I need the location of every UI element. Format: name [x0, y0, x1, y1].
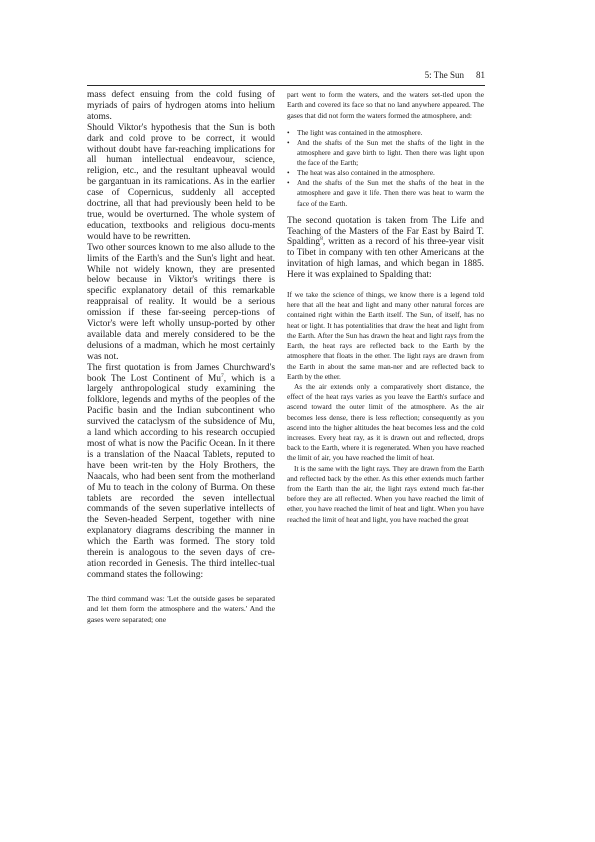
paragraph: Should Viktor's hypothesis that the Sun is both dark and cold prove to be correct, it would without doubt have far-reaching implications for all human intellectual endeavour, science, religion, etc., and the resultant upheaval would be gargantuan in its ramications. As in the earlier case of Copernicus, suddenly all accepted doctrine, all that had previously been held to be true, would be overturned. The whole system of education, textbooks and religious docu-ments would have to be rewritten.: [87, 122, 275, 242]
bullet-icon: •: [287, 168, 290, 178]
right-column: [287, 90, 484, 525]
left-column: [87, 90, 275, 625]
list-item: [287, 128, 484, 138]
bullet-icon: •: [287, 127, 290, 137]
list-item: [287, 178, 484, 208]
running-header: [87, 70, 485, 84]
paragraph-text: The first quotation is from James Churchward's book The Lost Continent of Mu: [87, 362, 275, 384]
bullet-list: [287, 128, 484, 209]
list-item: [287, 168, 484, 178]
block-quote: As the air extends only a comparatively short distance, the effect of the heat rays varies as you leave the Earth's surface and ascend toward the outer limit of the atmosphere. As the air becomes less dense, there is less reflection; consequently as you ascend into the higher altitudes the heat becomes less and the cold increases. Every heat ray, as it is drawn out and reflected, drops back to the Earth, where it is regenerated. When you have reached the limit of air, you have reached the limit of heat.: [287, 381, 484, 463]
header-rule: [87, 85, 485, 86]
list-item-text: And the shafts of the Sun met the shafts of the light in the atmosphere and gave birth to light. Then there was light upon the face of the Earth;: [297, 137, 484, 168]
paragraph: Two other sources known to me also allude to the limits of the Earth's and the Sun's light and heat. While not widely known, they are presented below because in Viktor's writings there is specific explanatory detail of this remarkable reappraisal of reality. It would be a serious omission if these far-seeing percep-tions of Victor's were left wholly unsup-ported by other available data and merely considered to be the delusions of a madman, which he most certainly was not.: [87, 242, 275, 362]
list-item-text: And the shafts of the Sun met the shafts of the heat in the atmosphere and gave it life. Then there was heat to warm the face of the Earth.: [297, 178, 484, 208]
page-number: 81: [476, 70, 485, 80]
bullet-icon: •: [287, 178, 290, 188]
list-item: [287, 138, 484, 168]
list-item-text: The light was contained in the atmosphere.: [297, 127, 423, 137]
list-item-text: The heat was also contained in the atmosphere.: [297, 168, 435, 178]
paragraph: [87, 363, 275, 581]
block-quote: The third command was: 'Let the outside gases be separated and let them form the atmosphere and the waters.' And the gases were separated; one: [87, 593, 275, 624]
paragraph: [287, 216, 484, 281]
paragraph: mass defect ensuing from the cold fusing of myriads of pairs of hydrogen atoms into helium atoms.: [87, 90, 275, 122]
block-quote: If we take the science of things, we know there is a legend told here that all the heat and light and many other natural forces are contained right within the Earth itself. The Sun, of itself, has no heat or light. It has potentialities that draw the heat and light from the Earth. After the Sun has drawn the heat and light rays from the Earth, the heat rays are reflected back to the Earth by the atmosphere that floats in the ether. The light rays are drawn from the Earth in about the same man-ner and are reflected back to Earth by the ether.: [287, 290, 484, 381]
footnote-marker: 8: [320, 236, 323, 243]
block-quote: part went to form the waters, and the waters set-tled upon the Earth and covered its face so that no land anywhere appeared. The gases that did not form the waters formed the atmosphere, and:: [287, 90, 484, 120]
paragraph-text: The second quotation is taken from The Life and Teaching of the Masters of the Far East by Baird T. Spalding: [287, 215, 484, 248]
chapter-title: 5: The Sun: [424, 70, 464, 80]
paragraph-text: , which is a largely anthropological study examining the folklore, legends and myths of the peoples of the Pacific basin and the Indian subcontinent who survived the cataclysm of the subsidence of Mu, a land which according to his research occupied most of what is now the Pacific Ocean. In it there is a translation of the Naacal Tablets, reputed to have been writ-ten by the Holy Brothers, the Naacals, who had been sent from the motherland of Mu to teach in the colony of Burma. On these tablets are recorded the seven intellectual commands of the seven superlative intellects of the Seven-headed Serpent, together with nine explanatory diagrams describing the manner in which the Earth was formed. The story told therein is analogous to the seven days of cre-ation recorded in Genesis. The third intellec-tual command states the following:: [87, 373, 275, 580]
paragraph-text: , written as a record of his three-year visit to Tibet in company with ten other Americans at the invitation of high lamas, and which began in 1885. Here it was explained to Spalding that:: [287, 237, 484, 281]
footnote-marker: 7: [220, 372, 224, 379]
bullet-icon: •: [287, 137, 290, 147]
block-quote: It is the same with the light rays. They are drawn from the Earth and reflected back by the ether. As this ether extends much farther from the Earth than the air, the light rays extend much far-ther before they are all reflected. When you have reached the limit of ether, you have reached the limit of heat and light. When you have reached the limit of heat and light, you have reached the great: [287, 463, 484, 524]
